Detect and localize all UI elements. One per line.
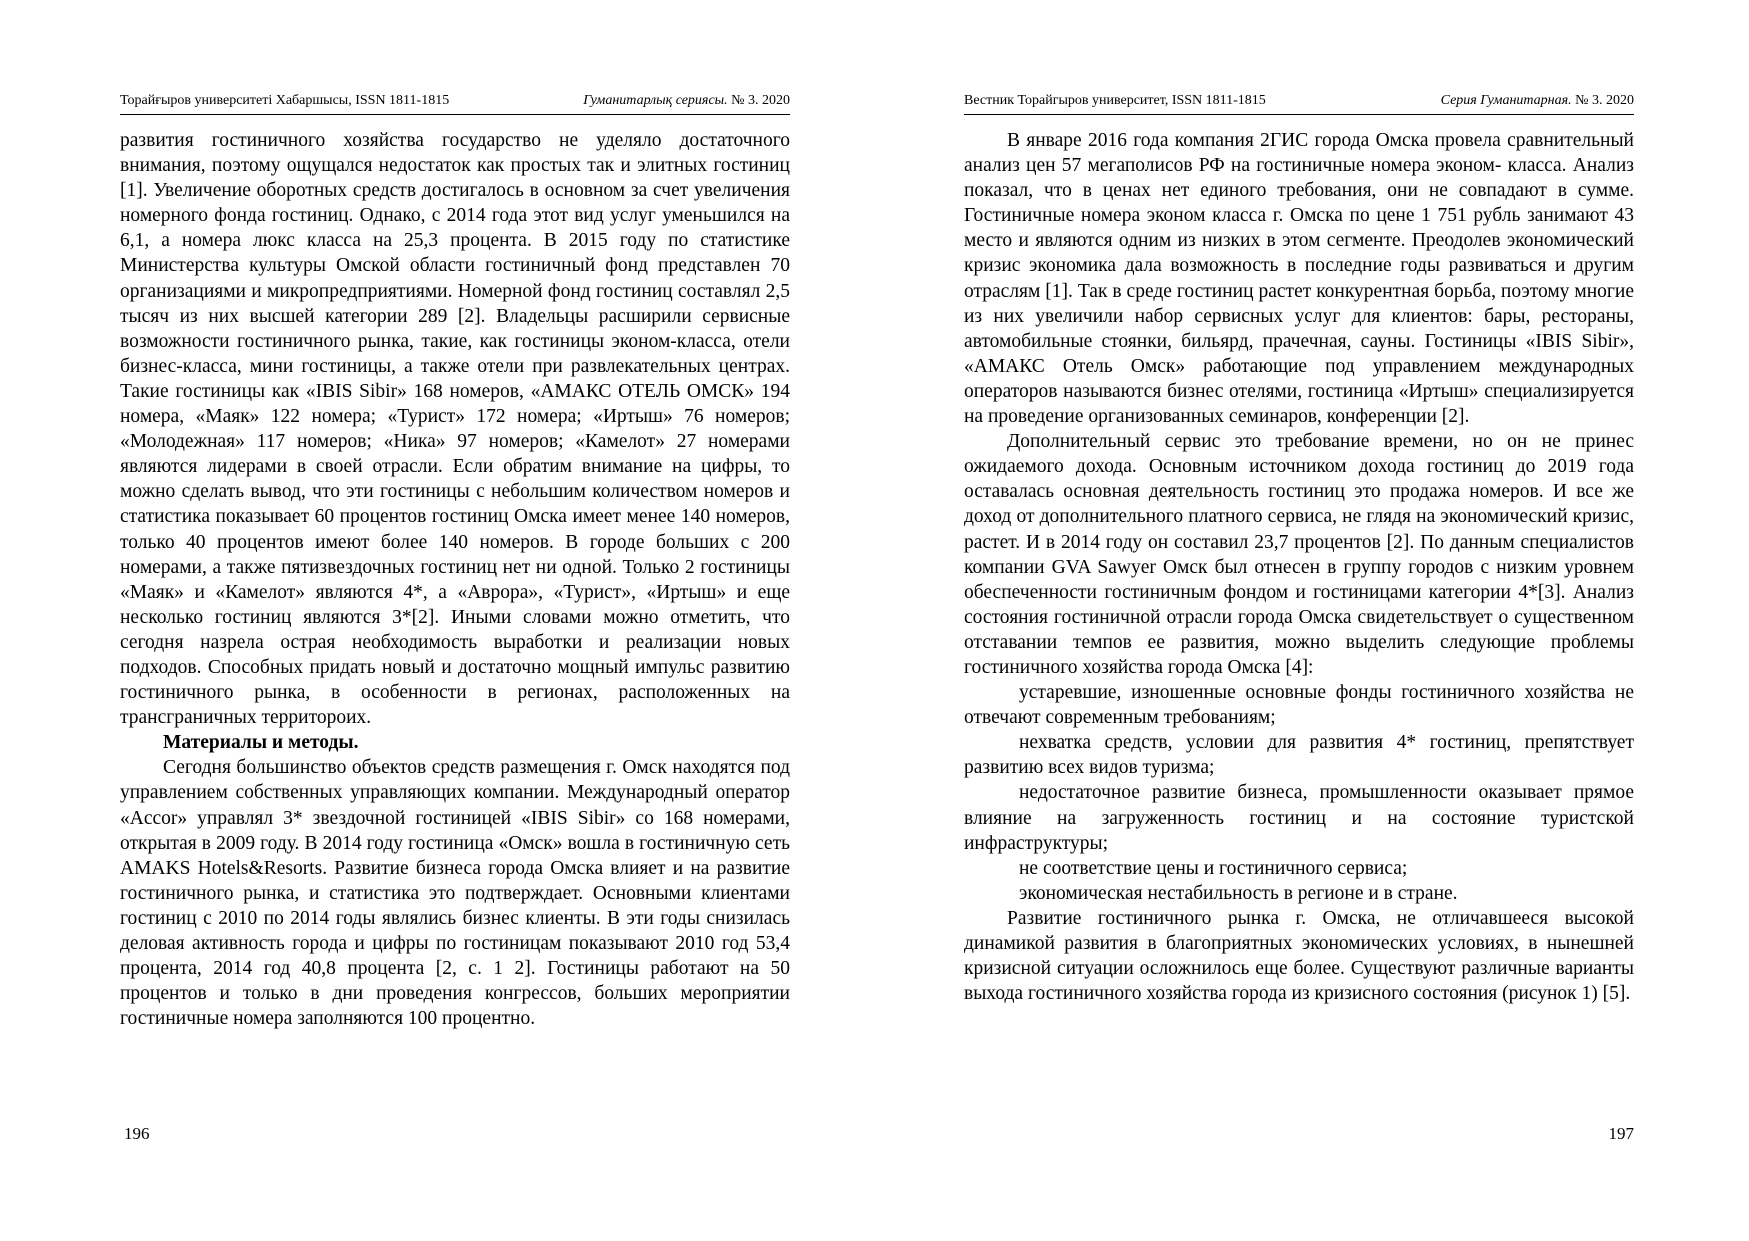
- list-item: не соответствие цены и гостиничного сервиса;: [1019, 857, 1408, 879]
- right-page: [964, 0, 1664, 1241]
- series-name: Гуманитарлық сериясы.: [583, 93, 728, 108]
- left-page: [120, 0, 820, 1241]
- running-head: [120, 92, 790, 115]
- paragraph: Дополнительный сервис это требование времени, но он не принес ожидаемого дохода. Основным источником дохода гостиниц до 2019 года оставалась основная деятельность гостиниц это продажа номеров. И все же доход от дополнительного платного сервиса, не глядя на экономический кризис, растет. И в 2014 году он составил 23,7 процентов [2]. По данным специалистов компании GVA Sawyer Омск был отнесен в группу городов с низким уровнем обеспеченности гостиничным фондом и гостиницами категории 4*[3]. Анализ состояния гостиничной отрасли города Омска свидетельствует о существенном отставании темпов ее развития, можно выделить следующие проблемы гостиничного хозяйства города Омска [4]:: [964, 431, 1634, 678]
- list-item: экономическая нестабильность в регионе и в стране.: [1019, 882, 1458, 904]
- section-heading: Материалы и методы.: [163, 732, 359, 754]
- paragraph: В январе 2016 года компания 2ГИС города Омска провела сравнительный анализ цен 57 мегаполисов РФ на гостиничные номера эконом- класса. Анализ показал, что в ценах нет единого требования, они не совпадают в сумме. Гостиничные номера эконом класса г. Омска по цене 1 751 рубль занимают 43 место и являются одним из низких в этом сегменте. Преодолев экономический кризис экономика дала возможность в последние годы развиваться и другим отраслям [1]. Так в среде гостиниц растет конкурентная борьба, поэтому многие из них увеличили набор сервисных услуг для клиентов: бары, рестораны, автомобильные стоянки, бильярд, прачечная, сауны. Гостиницы «IBIS Sibir», «АМАКС Отель Омск» работающие под управлением международных операторов называются бизнес отелями, гостиница «Иртыш» специализируется на проведение организованных семинаров, конференции [2].: [964, 130, 1634, 428]
- paragraph: Развитие гостиничного рынка г. Омска, не отличавшееся высокой динамикой развития в благоприятных экономических условиях, в нынешней кризисной ситуации осложнилось еще более. Существуют различные варианты выхода гостиничного хозяйства города из кризисного состояния (рисунок 1) [5].: [964, 907, 1634, 1005]
- issue-number: № 3. 2020: [1575, 93, 1634, 108]
- running-head: [964, 92, 1634, 115]
- paragraph: развития гостиничного хозяйства государство не уделяло достаточного внимания, поэтому ощущался недостаток как простых так и элитных гостиниц [1]. Увеличение оборотных средств достигалось в основном за счет увеличения номерного фонда гостиниц. Однако, с 2014 года этот вид услуг уменьшился на 6,1, а номера люкс класса на 25,3 процента. В 2015 году по статистике Министерства культуры Омской области гостиничный фонд представлен 70 организациями и микропредприятиями. Номерной фонд гостиниц составлял 2,5 тысяч из них высшей категории 289 [2]. Владельцы расширили сервисные возможности гостиничного рынка, такие, как гостиницы эконом-класса, отели бизнес-класса, мини гостиницы, а также отели при развлекательных центрах. Такие гостиницы как «IBIS Sibir» 168 номеров, «АМАКС ОТЕЛЬ ОМСК» 194 номера, «Маяк» 122 номера; «Турист» 172 номера; «Иртыш» 76 номеров; «Молодежная» 117 номеров; «Ника» 97 номеров; «Камелот» 27 номерами являются лидерами в своей отрасли. Если обратим внимание на цифры, то можно сделать вывод, что эти гостиницы с небольшим количеством номеров и статистика показывает 60 процентов гостиниц Омска имеет менее 140 номеров, только 40 процентов имеют более 140 номеров. В городе больших с 200 номерами, а также пятизвездочных гостиниц нет ни одной. Только 2 гостиницы «Маяк» и «Камелот» являются 4*, а «Аврора», «Турист», «Иртыш» и еще несколько гостиниц являются 3*[2]. Иными словами можно отметить, что сегодня назрела острая необходимость выработки и реализации новых подходов. Способных придать новый и достаточно мощный импульс развитию гостиничного рынка, в особенности в регионах, расположенных на трансграничных территороих.: [120, 130, 790, 729]
- journal-title: Торайғыров университеті Хабаршысы, ISSN 1811-1815: [120, 93, 450, 108]
- issue-number: № 3. 2020: [731, 93, 790, 108]
- page-number: 196: [124, 1124, 150, 1143]
- paragraph: Сегодня большинство объектов средств размещения г. Омск находятся под управлением собственных управляющих компании. Международный оператор «Accor» управлял 3* звездочной гостиницей «IBIS Sibir» со 168 номерами, открытая в 2009 году. В 2014 году гостиница «Омск» вошла в гостиничную сеть AMAKS Hotels&Resorts. Развитие бизнеса города Омска влияет и на развитие гостиничного рынка, и статистика это подтверждает. Основными клиентами гостиниц с 2010 по 2014 годы являлись бизнес клиенты. В эти годы снизилась деловая активность города и цифры по гостиницам показывают 2010 год 53,4 процента, 2014 год 40,8 процента [2, с. 1 2]. Гостиницы работают на 50 процентов и только в дни проведения конгрессов, больших мероприятии гостиничные номера заполняются 100 процентно.: [120, 757, 790, 1030]
- series-issue: [1441, 92, 1634, 110]
- series-name: Серия Гуманитарная.: [1440, 93, 1572, 108]
- list-item: недостаточное развитие бизнеса, промышленности оказывает прямое влияние на загруженность гостиниц и на состояние туристской инфраструктуры;: [964, 782, 1634, 854]
- series-issue: [583, 92, 790, 110]
- body-text: [964, 128, 1634, 1006]
- body-text: [120, 128, 790, 1031]
- page-number: 197: [1608, 1124, 1634, 1143]
- journal-title: Вестник Торайгыров университет, ISSN 1811-1815: [964, 93, 1266, 108]
- list-item: устаревшие, изношенные основные фонды гостиничного хозяйства не отвечают современным требованиям;: [964, 682, 1634, 729]
- list-item: нехватка средств, условии для развития 4* гостиниц, препятствует развитию всех видов туризма;: [964, 732, 1634, 779]
